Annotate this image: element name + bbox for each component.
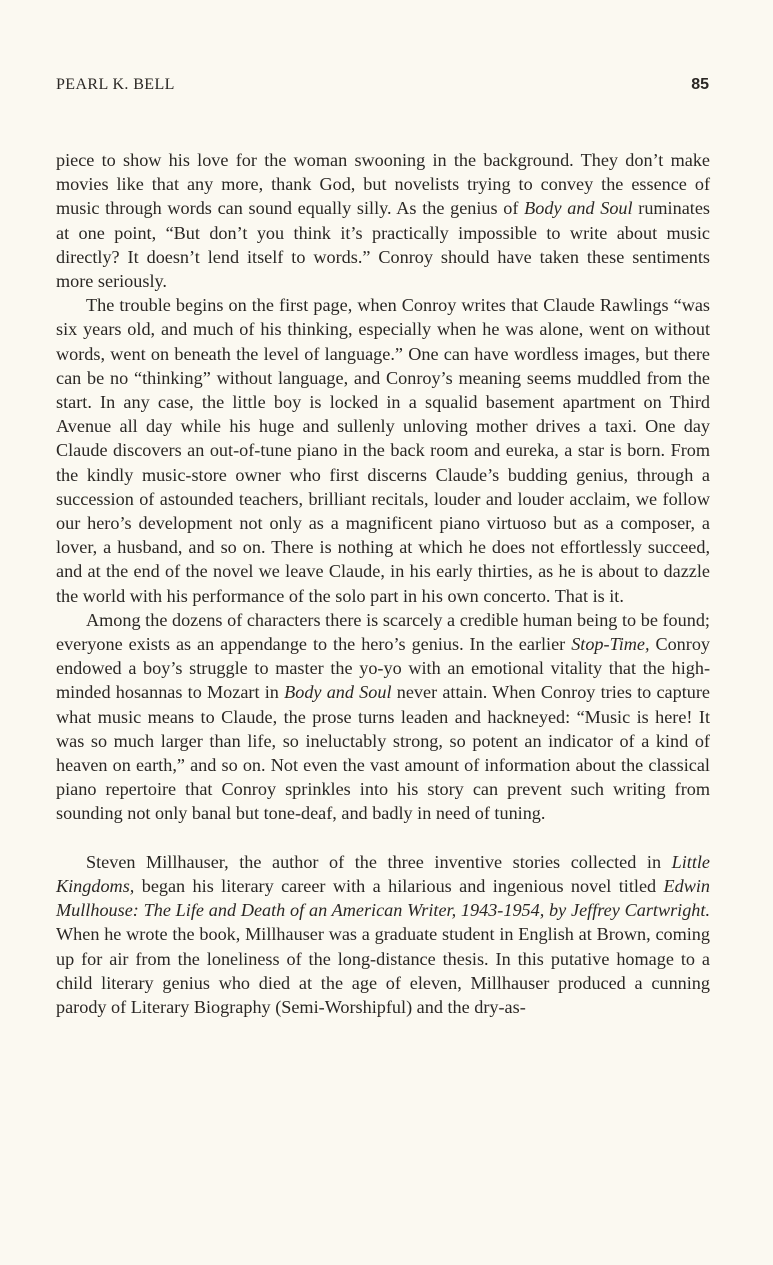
paragraph: The trouble begins on the first page, when Conroy writes that Claude Rawlings “was six years old, and much of his thinking, especially when he was alone, went on without words, went on beneath the level of language.” One can have wordless images, but there can be no “thinking” without language, and Conroy’s meaning seems muddled from the start. In any case, the little boy is locked in a squalid basement apartment on Third Avenue all day while his huge and sullenly unloving mother drives a taxi. One day Claude discovers an out-of-tune piano in the back room and eureka, a star is born. From the kindly music-store owner who first discerns Claude’s budding genius, through a succession of astounded teachers, brilliant recitals, louder and louder acclaim, we follow our hero’s development not only as a magnificent piano virtuoso but as a composer, a lover, a husband, and so on. There is nothing at which he does not effortlessly succeed, and at the end of the novel we leave Claude, in his early thirties, as he is about to dazzle the world with his performance of the solo part in his own concerto. That is it.	[56, 295, 710, 606]
body-text	[56, 148, 710, 1019]
italic-title: Edwin Mullhouse: The Life and Death of an American Writer, 1943-1954, by Jeffrey Cartwright.	[56, 875, 710, 921]
italic-title: Body and Soul	[284, 682, 392, 703]
paragraph: Among the dozens of characters there is scarcely a credible human being to be found; everyone exists as an appendange to the hero’s genius. In the earlier Stop-Time, Conroy endowed a boy’s struggle to master the yo-yo with an emotional vitality that the high-minded hosannas to Mozart in Body and Soul never attain. When Conroy tries to capture what music means to Claude, the prose turns leaden and hackneyed: “Music is here! It was so much larger than life, so ineluctably strong, so potent an indicator of a kind of heaven on earth,” and so on. Not even the vast amount of information about the classical piano repertoire that Conroy sprinkles into his story can prevent such writing from sounding not only banal but tone-deaf, and badly in need of tuning.	[56, 609, 711, 824]
running-head	[56, 76, 709, 94]
italic-title: Body and Soul	[524, 198, 633, 219]
italic-title: Little Kingdoms,	[56, 851, 710, 896]
running-head-author: PEARL K. BELL	[56, 76, 175, 93]
paragraph: piece to show his love for the woman swooning in the background. They don’t make movies like that any more, thank God, but novelists trying to convey the essence of music through words can sound equally silly. As the genius of Body and Soul ruminates at one point, “But don’t you think it’s practically impossible to write about music directly? It doesn’t lend itself to words.” Conroy should have taken these sentiments more seriously.	[56, 150, 710, 292]
italic-title: Stop-Time,	[571, 634, 650, 655]
paragraph: Steven Millhauser, the author of the three inventive stories collected in Little Kingdoms, began his literary career with a hilarious and ingenious novel titled Edwin Mullhouse: The Life and Death of an American Writer, 1943-1954, by Jeffrey Cartwright. When he wrote the book, Millhauser was a graduate student in English at Brown, coming up for air from the loneliness of the long-distance thesis. In this putative homage to a child literary genius who died at the age of eleven, Millhauser produced a cunning parody of Literary Biography (Semi-Worshipful) and the dry-as-	[56, 851, 710, 1017]
page-number: 85	[691, 76, 709, 93]
